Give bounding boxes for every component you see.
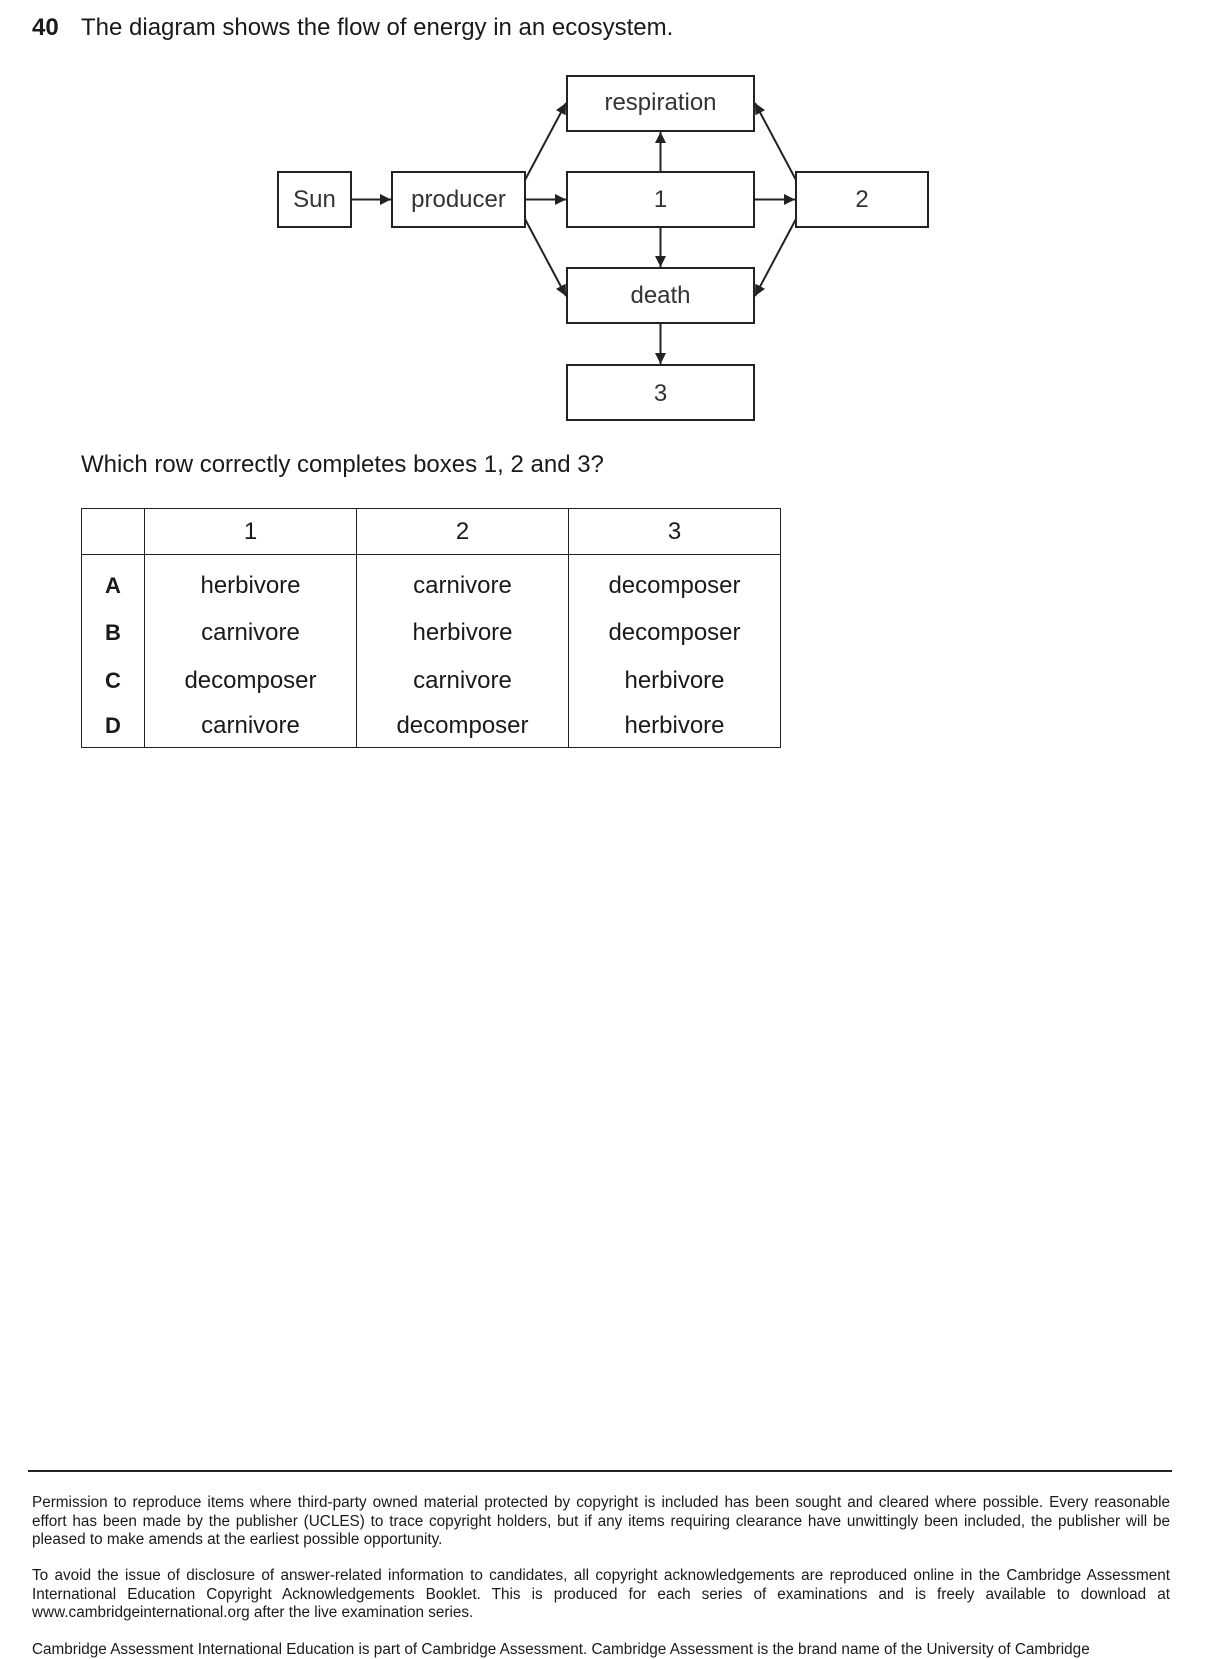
question-prompt: Which row correctly completes boxes 1, 2 and 3? xyxy=(81,451,604,478)
box-3-label: 3 xyxy=(653,380,668,407)
footer-divider xyxy=(28,1470,1172,1472)
producer-label: producer xyxy=(411,186,506,213)
table-row-c xyxy=(82,657,781,705)
table-header-3: 3 xyxy=(569,509,781,555)
arrow-box2-death xyxy=(755,219,796,296)
table-header-blank xyxy=(82,509,145,555)
box-2 xyxy=(796,172,928,227)
sun-box xyxy=(278,172,351,227)
producer-box xyxy=(392,172,525,227)
option-b-box1: carnivore xyxy=(145,609,357,657)
arrow-producer-death xyxy=(525,219,566,296)
answer-options-table xyxy=(81,508,781,748)
death-box xyxy=(567,268,754,323)
option-b-box2: herbivore xyxy=(357,609,569,657)
option-c-box1: decomposer xyxy=(145,657,357,705)
box-1 xyxy=(567,172,754,227)
option-b-box3: decomposer xyxy=(569,609,781,657)
option-d-box1: carnivore xyxy=(145,705,357,748)
question-number: 40 xyxy=(32,14,59,41)
table-header-2: 2 xyxy=(357,509,569,555)
option-letter-c: C xyxy=(82,657,145,705)
respiration-box xyxy=(567,76,754,131)
option-a-box1: herbivore xyxy=(145,555,357,610)
death-label: death xyxy=(630,282,691,309)
cambridge-notice: Cambridge Assessment International Education is part of Cambridge Assessment. Cambridge Assessment is the brand name of the University of Cambridge xyxy=(32,1641,1090,1658)
table-header-1: 1 xyxy=(145,509,357,555)
box-1-label: 1 xyxy=(653,186,668,213)
table-row-d xyxy=(82,705,781,748)
sun-label: Sun xyxy=(293,186,336,213)
option-letter-b: B xyxy=(82,609,145,657)
option-c-box3: herbivore xyxy=(569,657,781,705)
table-row-b xyxy=(82,609,781,657)
option-letter-d: D xyxy=(82,705,145,748)
question-stem: The diagram shows the flow of energy in an ecosystem. xyxy=(81,14,674,41)
option-a-box2: carnivore xyxy=(357,555,569,610)
permission-notice: Permission to reproduce items where third-party owned material protected by copyright is included has been sought and cleared where possible. Every reasonable effort has been made by the publisher (UCLES) to trace copyright holders, but if any items requiring clearance have unwittingly been included, the publisher will be pleased to make amends at the earliest possible opportunity. xyxy=(32,1494,1170,1548)
arrow-box2-respiration xyxy=(755,103,796,180)
box-3 xyxy=(567,365,754,420)
table-row-a xyxy=(82,555,781,610)
arrow-producer-respiration xyxy=(525,103,566,180)
option-d-box3: herbivore xyxy=(569,705,781,748)
disclosure-notice: To avoid the issue of disclosure of answer-related information to candidates, all copyright acknowledgements are reproduced online in the Cambridge Assessment International Education Copyright Acknowledgements Booklet. This is produced for each series of examinations and is freely available to download at www.cambridgeinternational.org after the live examination series. xyxy=(32,1567,1170,1621)
option-a-box3: decomposer xyxy=(569,555,781,610)
energy-flow-diagram xyxy=(0,0,1209,440)
option-letter-a: A xyxy=(82,555,145,610)
option-c-box2: carnivore xyxy=(357,657,569,705)
table-header-row xyxy=(82,509,781,555)
respiration-label: respiration xyxy=(604,89,717,116)
option-d-box2: decomposer xyxy=(357,705,569,748)
box-2-label: 2 xyxy=(855,186,869,213)
